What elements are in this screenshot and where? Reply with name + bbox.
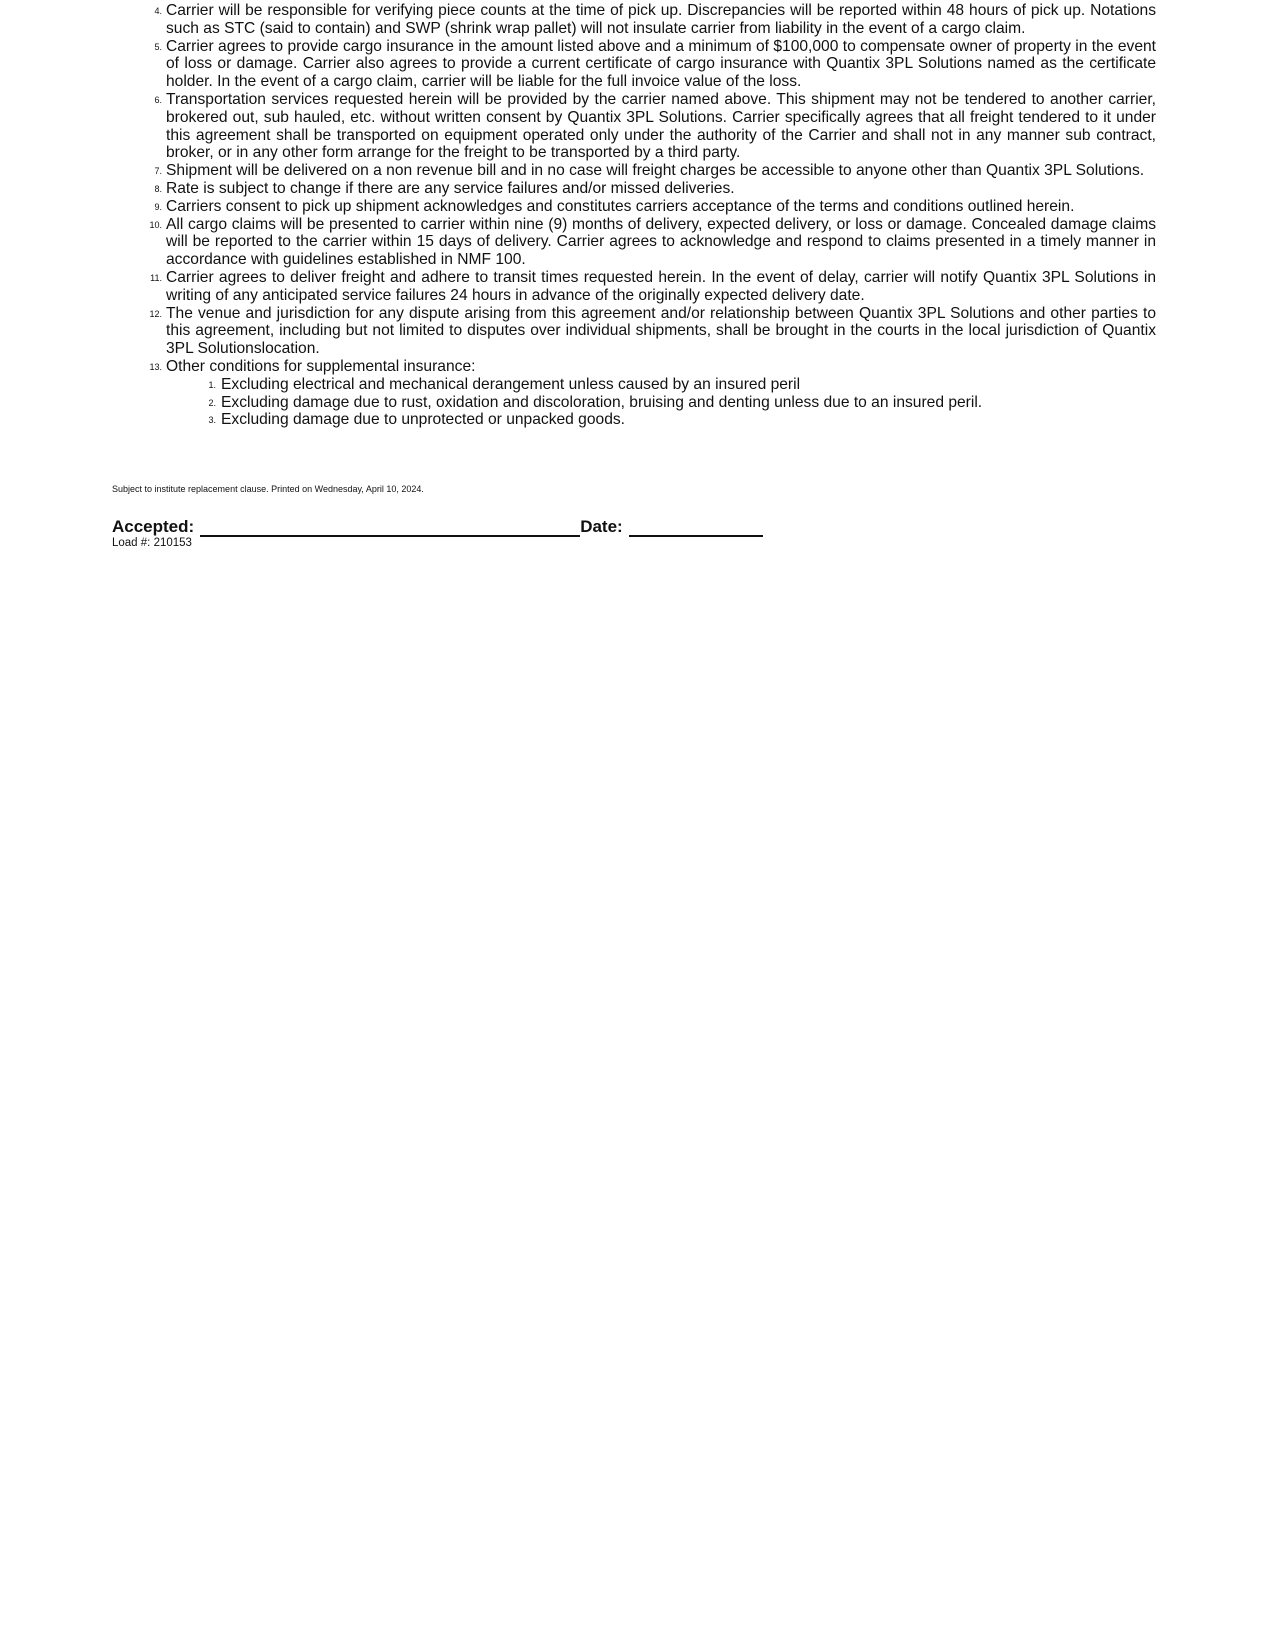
- supplemental-condition-number: 3.: [208, 415, 216, 426]
- replacement-clause-footnote: Subject to institute replacement clause. Printed on Wednesday, April 10, 2024.: [112, 484, 424, 494]
- accepted-label: Accepted:: [112, 517, 195, 536]
- date-signature-line[interactable]: [629, 517, 763, 537]
- term-number: 4.: [154, 6, 162, 16]
- term-item: [146, 198, 1156, 216]
- term-text: Carrier agrees to deliver freight and adhere to transit times requested herein. In the event of delay, carrier will notify Quantix 3PL Solutions in writing of any anticipated service failures 24 hours in advance of the originally expected delivery date.: [166, 268, 1156, 304]
- supplemental-condition-item: [166, 376, 1156, 394]
- term-item: [146, 305, 1156, 358]
- term-item: [146, 91, 1156, 162]
- term-number: 6.: [154, 94, 162, 105]
- term-item: [146, 162, 1156, 180]
- supplemental-conditions-list: [166, 376, 1156, 429]
- term-text: All cargo claims will be presented to carrier within nine (9) months of delivery, expected delivery, or loss or damage. Concealed damage claims will be reported to the carrier within 15 days of delivery. Carrier agrees to acknowledge and respond to claims presented in a timely manner in accordance with guidelines established in NMF 100.: [166, 215, 1156, 269]
- term-text: Carrier agrees to provide cargo insurance in the amount listed above and a minimum of $100,000 to compensate owner of property in the event of loss or damage. Carrier also agrees to provide a current certificate of cargo insurance with Quantix 3PL Solutions named as the certificate holder. In the event of a cargo claim, carrier will be liable for the full invoice value of the loss.: [166, 37, 1156, 91]
- term-item: [146, 38, 1156, 91]
- term-text: Carriers consent to pick up shipment acknowledges and constitutes carriers acceptance of the terms and conditions outlined herein.: [166, 197, 1075, 215]
- term-number: 8.: [154, 183, 162, 194]
- date-label: Date:: [580, 517, 623, 536]
- term-item: [146, 2, 1156, 38]
- term-item: [146, 180, 1156, 198]
- term-number: 10.: [149, 219, 162, 230]
- term-text: Rate is subject to change if there are any service failures and/or missed deliveries.: [166, 179, 735, 197]
- supplemental-condition-number: 2.: [208, 397, 216, 408]
- supplemental-condition-item: [166, 394, 1156, 412]
- term-text: The venue and jurisdiction for any dispute arising from this agreement and/or relationship between Quantix 3PL Solutions and other parties to this agreement, including but not limited to disputes over individual shipments, shall be brought in the courts in the local jurisdiction of Quantix 3PL Solutionslocation.: [166, 304, 1156, 358]
- accepted-signature-line[interactable]: [200, 517, 580, 537]
- signature-row: [112, 517, 763, 537]
- load-number: Load #: 210153: [112, 537, 192, 549]
- term-text: Other conditions for supplemental insurance:: [166, 357, 476, 375]
- supplemental-condition-text: Excluding damage due to rust, oxidation and discoloration, bruising and denting unless due to an insured peril.: [221, 393, 983, 411]
- term-item: [146, 269, 1156, 305]
- supplemental-condition-text: Excluding damage due to unprotected or unpacked goods.: [221, 411, 625, 429]
- term-number: 7.: [154, 166, 162, 177]
- term-text: Transportation services requested herein will be provided by the carrier named above. This shipment may not be tendered to another carrier, brokered out, sub hauled, etc. without written consent by Quantix 3PL Solutions. Carrier specifically agrees that all freight tendered to it under this agreement shall be transported on equipment operated only under the authority of the Carrier and shall not in any manner sub contract, broker, or in any other form arrange for the freight to be transported by a third party.: [166, 90, 1156, 162]
- supplemental-condition-item: [166, 411, 1156, 429]
- supplemental-condition-text: Excluding electrical and mechanical derangement unless caused by an insured peril: [221, 375, 801, 393]
- term-number: 5.: [154, 41, 162, 52]
- term-number: 11.: [150, 272, 162, 283]
- term-number: 9.: [154, 201, 162, 212]
- term-text: Carrier will be responsible for verifying piece counts at the time of pick up. Discrepancies will be reported within 48 hours of pick up. Notations such as STC (said to contain) and SWP (shrink wrap pallet) will not insulate carrier from liability in the event of a cargo claim.: [166, 2, 1156, 37]
- term-number: 12.: [149, 308, 162, 319]
- supplemental-condition-number: 1.: [208, 379, 216, 390]
- term-item: [146, 358, 1156, 429]
- term-text: Shipment will be delivered on a non revenue bill and in no case will freight charges be accessible to anyone other than Quantix 3PL Solutions.: [166, 162, 1145, 180]
- terms-list: [146, 2, 1156, 429]
- term-item: [146, 216, 1156, 269]
- term-number: 13.: [149, 361, 162, 372]
